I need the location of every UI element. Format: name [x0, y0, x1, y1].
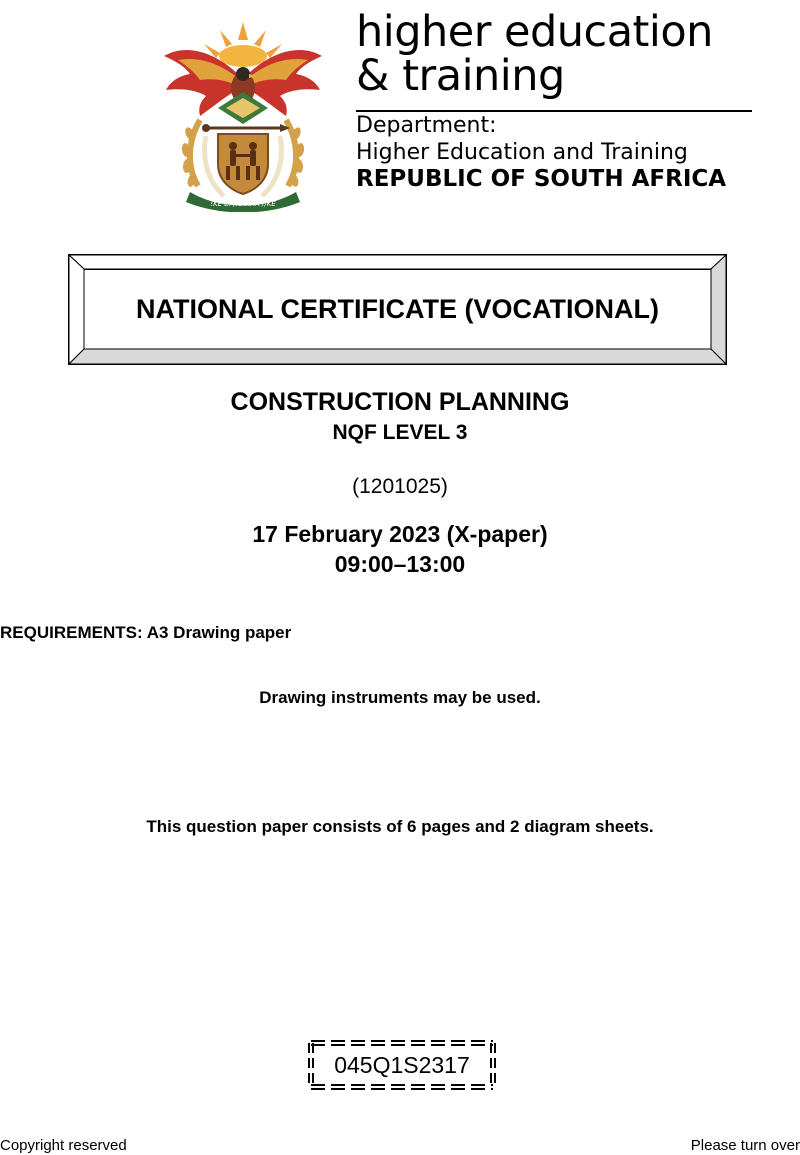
page-count-note: This question paper consists of 6 pages and 2 diagram sheets.	[146, 817, 654, 836]
coat-of-arms-motto: !KE E: /XARRA //KE	[210, 200, 276, 208]
paper-code: 045Q1S2317	[334, 1051, 470, 1078]
coat-of-arms-logo	[160, 16, 326, 212]
subject-title: CONSTRUCTION PLANNING	[230, 388, 570, 416]
certificate-title: NATIONAL CERTIFICATE (VOCATIONAL)	[136, 294, 659, 324]
subject-code: (1201025)	[352, 475, 448, 498]
paper-code-box	[305, 1037, 499, 1093]
department-header	[356, 7, 756, 193]
exam-time: 09:00–13:00	[334, 551, 466, 577]
brand-line-1: higher education	[356, 7, 713, 57]
exam-date: 17 February 2023 (X-paper)	[252, 521, 548, 547]
title-frame	[68, 254, 727, 365]
requirements-text: REQUIREMENTS: A3 Drawing paper	[0, 623, 292, 642]
footer-copyright: Copyright reserved	[0, 1137, 127, 1154]
nqf-level: NQF LEVEL 3	[332, 421, 468, 444]
instructions-text: Drawing instruments may be used.	[259, 688, 541, 707]
footer-turn-over: Please turn over	[690, 1137, 800, 1154]
department-country: REPUBLIC OF SOUTH AFRICA	[356, 166, 727, 192]
brand-line-2: & training	[356, 51, 565, 101]
department-label: Department:	[356, 113, 497, 138]
coat-of-arms-emblem	[160, 16, 326, 212]
department-name: Higher Education and Training	[356, 140, 688, 165]
